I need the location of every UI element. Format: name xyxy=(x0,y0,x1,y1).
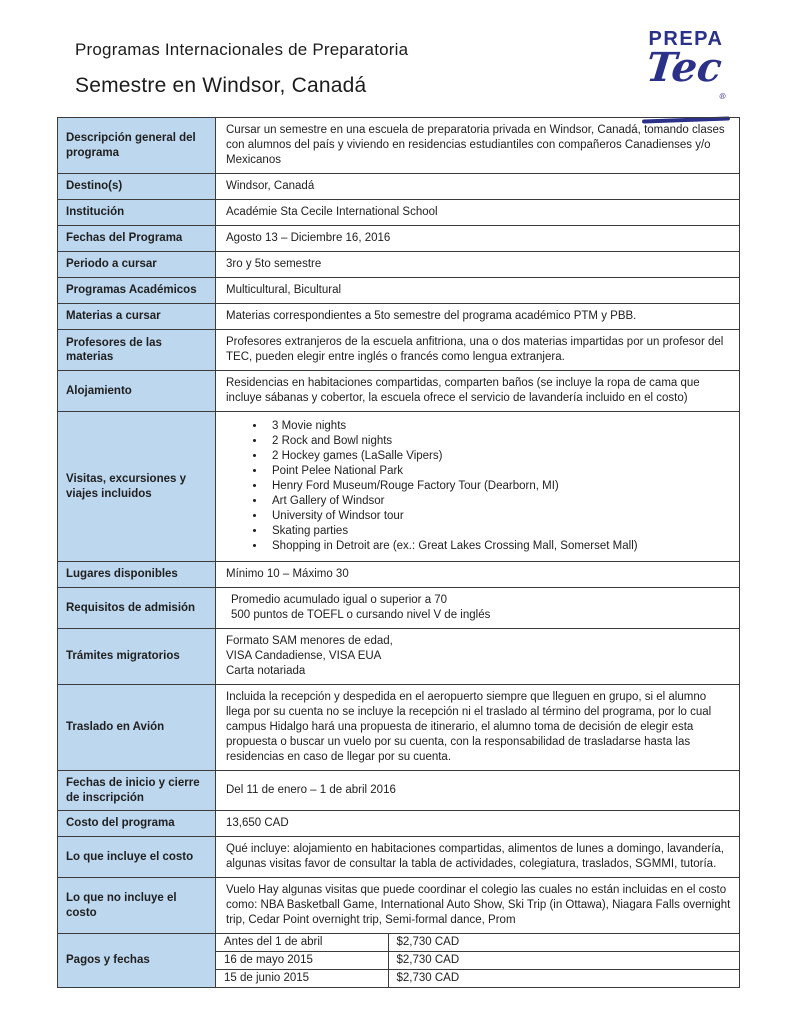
table-row-destino xyxy=(58,174,740,200)
row-label: Lugares disponibles xyxy=(58,562,216,588)
row-content: Qué incluye: alojamiento en habitaciones compartidas, alimentos de lunes a domingo, lavandería, algunas visitas favor de consultar la tabla de actividades, colegiatura, traslados, SGMMI, tutoría. xyxy=(216,837,740,878)
payment-date: Antes del 1 de abril xyxy=(216,934,388,952)
table-row-costo xyxy=(58,811,740,837)
logo-text-prepa: PREPA xyxy=(648,28,724,50)
row-content: Del 11 de enero – 1 de abril 2016 xyxy=(216,771,740,811)
content-line: Formato SAM menores de edad, xyxy=(226,635,393,647)
table-row-no-incluye xyxy=(58,878,740,934)
bullet-item: • 2 Rock and Bowl nights xyxy=(266,434,731,449)
payment-amount: $2,730 CAD xyxy=(388,952,739,970)
row-content: Agosto 13 – Diciembre 16, 2016 xyxy=(216,226,740,252)
program-table xyxy=(57,117,740,988)
payment-row xyxy=(216,952,739,970)
table-row-tramites xyxy=(58,629,740,685)
content-line: Promedio acumulado igual o superior a 70 xyxy=(231,594,448,606)
table-row-periodo xyxy=(58,252,740,278)
table-row-lugares xyxy=(58,562,740,588)
row-label: Trámites migratorios xyxy=(58,629,216,685)
bullet-item: • Skating parties xyxy=(266,524,731,539)
row-label: Fechas del Programa xyxy=(58,226,216,252)
row-label: Profesores de las materias xyxy=(58,330,216,371)
row-content: Vuelo Hay algunas visitas que puede coordinar el colegio las cuales no están incluidas en el costo como: NBA Basketball Game, International Auto Show, Ski Trip (in Ottawa), Niagara Falls overnight trip, Cedar Point overnight trip, Semi-formal dance, Prom xyxy=(216,878,740,934)
row-content xyxy=(216,588,740,629)
payment-row xyxy=(216,970,739,988)
row-label: Programas Académicos xyxy=(58,278,216,304)
row-label: Alojamiento xyxy=(58,371,216,412)
row-label: Traslado en Avión xyxy=(58,685,216,771)
table-row-programas-academicos xyxy=(58,278,740,304)
document-header xyxy=(75,40,408,98)
row-content: 3ro y 5to semestre xyxy=(216,252,740,278)
bullet-item: • Art Gallery of Windsor xyxy=(266,494,731,509)
row-content: Windsor, Canadá xyxy=(216,174,740,200)
payment-amount: $2,730 CAD xyxy=(388,970,739,988)
row-content: Mínimo 10 – Máximo 30 xyxy=(216,562,740,588)
row-label: Periodo a cursar xyxy=(58,252,216,278)
table-row-pagos xyxy=(58,934,740,988)
page-subtitle: Semestre en Windsor, Canadá xyxy=(75,74,367,97)
table-row-institucion xyxy=(58,200,740,226)
page-title: Programas Internacionales de Preparatoria xyxy=(75,40,409,59)
row-label: Lo que incluye el costo xyxy=(58,837,216,878)
row-content xyxy=(216,412,740,562)
payment-date: 15 de junio 2015 xyxy=(216,970,388,988)
content-line: Carta notariada xyxy=(226,665,306,677)
row-content: Multicultural, Bicultural xyxy=(216,278,740,304)
row-content xyxy=(216,934,740,988)
payment-row xyxy=(216,934,739,952)
row-label: Institución xyxy=(58,200,216,226)
bullet-item: • 2 Hockey games (LaSalle Vipers) xyxy=(266,449,731,464)
row-content xyxy=(216,629,740,685)
table-row-alojamiento xyxy=(58,371,740,412)
row-label: Materias a cursar xyxy=(58,304,216,330)
table-row-fechas-programa xyxy=(58,226,740,252)
bullet-item: • Henry Ford Museum/Rouge Factory Tour (Dearborn, MI) xyxy=(266,479,731,494)
table-row-descripcion xyxy=(58,118,740,174)
row-content: 13,650 CAD xyxy=(216,811,740,837)
content-line: VISA Candadiense, VISA EUA xyxy=(226,650,382,662)
bullet-item: • Shopping in Detroit are (ex.: Great Lakes Crossing Mall, Somerset Mall) xyxy=(266,539,731,554)
content-line: 500 puntos de TOEFL o cursando nivel V de inglés xyxy=(231,609,491,621)
row-label: Lo que no incluye el costo xyxy=(58,878,216,934)
bullet-item: • 3 Movie nights xyxy=(266,419,731,434)
row-label: Destino(s) xyxy=(58,174,216,200)
row-label: Visitas, excursiones y viajes incluidos xyxy=(58,412,216,562)
table-row-fechas-inscripcion xyxy=(58,771,740,811)
row-label: Fechas de inicio y cierre de inscripción xyxy=(58,771,216,811)
row-content: Académie Sta Cecile International School xyxy=(216,200,740,226)
payments-subtable xyxy=(216,934,739,987)
logo-text-tec: Tec$_®$ xyxy=(643,44,727,101)
table-row-materias xyxy=(58,304,740,330)
visitas-bullet-list xyxy=(226,419,731,554)
row-label: Pagos y fechas xyxy=(58,934,216,988)
row-label: Costo del programa xyxy=(58,811,216,837)
payment-date: 16 de mayo 2015 xyxy=(216,952,388,970)
bullet-item: • University of Windsor tour xyxy=(266,509,731,524)
prepa-tec-logo xyxy=(634,28,738,112)
row-content: Profesores extranjeros de la escuela anfitriona, una o dos materias impartidas por un profesor del TEC, pueden elegir entre inglés o francés como lengua extranjera. xyxy=(216,330,740,371)
row-label: Requisitos de admisión xyxy=(58,588,216,629)
table-row-traslado xyxy=(58,685,740,771)
table-row-requisitos xyxy=(58,588,740,629)
registered-mark: ® xyxy=(717,92,727,101)
bullet-item: • Point Pelee National Park xyxy=(266,464,731,479)
table-row-incluye xyxy=(58,837,740,878)
row-content: Materias correspondientes a 5to semestre del programa académico PTM y PBB. xyxy=(216,304,740,330)
row-content: Incluida la recepción y despedida en el aeropuerto siempre que lleguen en grupo, si el alumno llega por su cuenta no se incluye la recepción ni el traslado al término del programa, por lo cual campus Hidalgo hará una propuesta de itinerario, el alumno toma de decisión de elegir esta propuesta o buscar un vuelo por su cuenta, con la responsabilidad de trasladarse hasta las residencias en caso de llegar por su cuenta. xyxy=(216,685,740,771)
payment-amount: $2,730 CAD xyxy=(388,934,739,952)
table-row-visitas xyxy=(58,412,740,562)
row-content: Cursar un semestre en una escuela de preparatoria privada en Windsor, Canadá, tomando clases con alumnos del país y viviendo en residencias estudiantiles con compañeros Canadienses y/o Mexicanos xyxy=(216,118,740,174)
row-content: Residencias en habitaciones compartidas, comparten baños (se incluye la ropa de cama que incluye sábanas y cobertor, la escuela ofrece el servicio de lavandería incluido en el costo) xyxy=(216,371,740,412)
table-row-profesores xyxy=(58,330,740,371)
row-label: Descripción general del programa xyxy=(58,118,216,174)
